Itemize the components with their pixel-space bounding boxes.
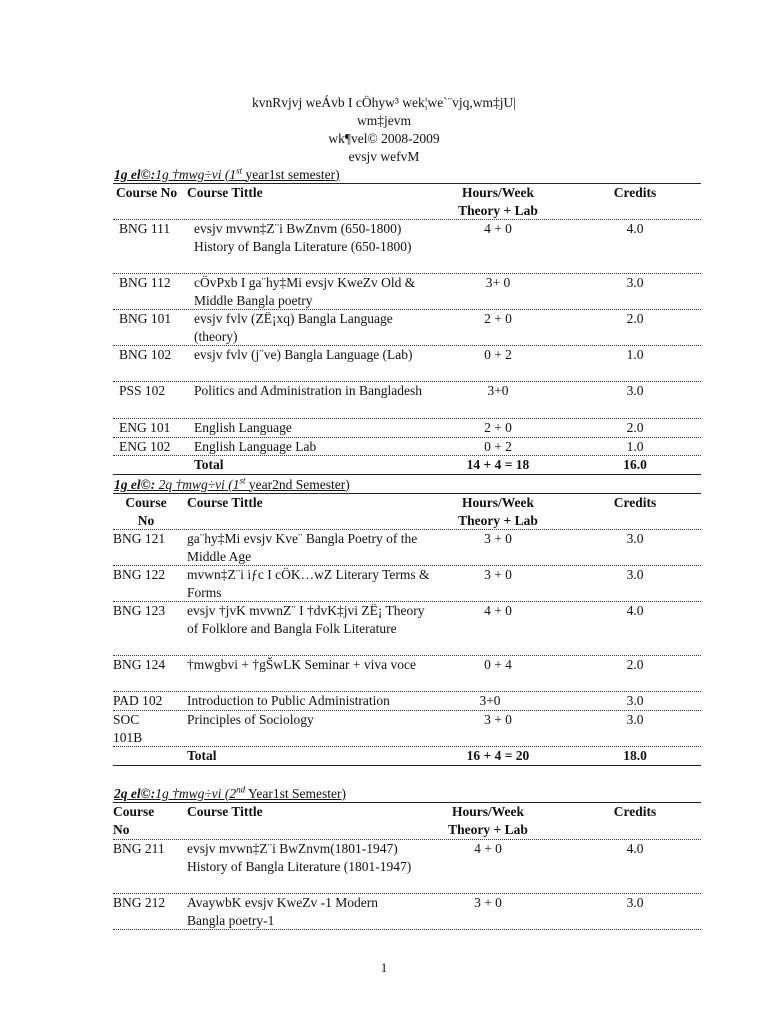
course-hours: 3+0 <box>479 693 501 708</box>
col-credits-header: Credits <box>613 804 657 819</box>
course-hours: 3 + 0 <box>484 567 512 582</box>
course-credits: 3.0 <box>626 275 644 290</box>
course-credits: 2.0 <box>626 657 644 672</box>
col-course-title-header: Course Tittle <box>187 804 263 819</box>
course-hours: 3 + 0 <box>484 531 512 546</box>
course-no: BNG 121 <box>113 531 166 546</box>
course-hours: 3 + 0 <box>474 895 502 910</box>
course-no: ENG 102 <box>119 439 171 454</box>
course-hours: 4 + 0 <box>474 841 502 856</box>
course-credits: 2.0 <box>626 420 644 435</box>
page-number: 1 <box>380 960 388 975</box>
course-title: Politics and Administration in Bangladesh <box>194 383 422 398</box>
course-hours: 2 + 0 <box>484 420 512 435</box>
total-hours: 16 + 4 = 20 <box>466 748 530 763</box>
course-credits: 4.0 <box>626 841 644 856</box>
total-label: Total <box>187 748 217 763</box>
col-course-no-header: Course No <box>125 495 167 528</box>
city-line: wm‡jevm <box>357 113 411 128</box>
session-line: wk¶vel© 2008-2009 <box>328 131 440 146</box>
department-line: evsjv wefvM <box>348 149 420 164</box>
course-title: evsjv mvwn‡Z¨i BwZnvm (650-1800) History of Bangla Literature (650-1800) <box>194 221 412 254</box>
course-title: evsjv †jvK mvwnZ¨ I †dvK‡jvi ZË¡ Theory of Folklore and Bangla Folk Literature <box>187 603 425 636</box>
course-hours: 4 + 0 <box>484 603 512 618</box>
col-course-title-header: Course Tittle <box>187 185 263 200</box>
course-credits: 4.0 <box>626 603 644 618</box>
col-course-title-header: Course Tittle <box>187 495 263 510</box>
col-credits-header: Credits <box>613 185 657 200</box>
course-hours: 0 + 2 <box>484 347 512 362</box>
course-hours: 0 + 2 <box>484 439 512 454</box>
course-no: SOC 101B <box>113 712 143 745</box>
course-credits: 1.0 <box>626 347 644 362</box>
course-credits: 3.0 <box>626 531 644 546</box>
total-credits: 18.0 <box>623 748 647 763</box>
course-hours: 2 + 0 <box>484 311 512 326</box>
course-title: Principles of Sociology <box>187 712 314 727</box>
course-title: English Language Lab <box>194 439 317 454</box>
section-2-title: 1g el©: 2q †mwg÷vi (1st year2nd Semester) <box>114 475 350 492</box>
course-credits: 3.0 <box>626 895 644 910</box>
course-no: ENG 101 <box>119 420 171 435</box>
course-no: BNG 102 <box>119 347 172 362</box>
col-hours-header: Hours/Week Theory + Lab <box>458 495 538 528</box>
course-title: †mwgbvi + †gŠwLK Seminar + viva voce <box>187 657 416 672</box>
course-title: English Language <box>194 420 292 435</box>
col-hours-header: Hours/Week Theory + Lab <box>448 804 528 837</box>
section-2-bottom-rule <box>113 765 701 766</box>
institution-title: kvnRvjvj weÁvb I cÖhyw³ wek¦we`¨vjq,wm‡jU| <box>251 95 517 110</box>
total-hours: 14 + 4 = 18 <box>466 457 530 472</box>
total-label: Total <box>194 457 224 472</box>
section-3-title: 2q el©:1g †mwg÷vi (2nd Year1st Semester) <box>114 784 346 801</box>
col-course-no-header: Course No <box>113 804 155 837</box>
total-credits: 16.0 <box>623 457 647 472</box>
course-no: BNG 211 <box>113 841 165 856</box>
section-1-title: 1g el©:1g †mwg÷vi (1st year1st semester) <box>114 165 340 182</box>
course-title: evsjv mvwn‡Z¨i BwZnvm(1801-1947) History of Bangla Literature (1801-1947) <box>187 841 412 874</box>
course-credits: 2.0 <box>626 311 644 326</box>
course-no: PAD 102 <box>113 693 163 708</box>
row-divider <box>113 929 701 930</box>
course-credits: 4.0 <box>626 221 644 236</box>
course-hours: 3+0 <box>487 383 509 398</box>
course-title: ga¨hy‡Mi evsjv Kve¨ Bangla Poetry of the Middle Age <box>187 531 418 564</box>
course-no: BNG 124 <box>113 657 166 672</box>
course-title: evsjv fvlv (ZË¡xq) Bangla Language (theory) <box>194 311 393 344</box>
course-title: cÖvPxb I ga¨hy‡Mi evsjv KweZv Old & Middle Bangla poetry <box>194 275 416 308</box>
course-credits: 3.0 <box>626 712 644 727</box>
col-hours-header: Hours/Week Theory + Lab <box>458 185 538 218</box>
course-no: BNG 112 <box>119 275 171 290</box>
col-credits-header: Credits <box>613 495 657 510</box>
course-no: PSS 102 <box>119 383 166 398</box>
course-credits: 3.0 <box>626 693 644 708</box>
course-no: BNG 111 <box>119 221 171 236</box>
course-credits: 1.0 <box>626 439 644 454</box>
col-course-no-header: Course No <box>116 185 178 200</box>
course-hours: 4 + 0 <box>484 221 512 236</box>
course-title: mvwn‡Z¨i iƒc I cÖK…wZ Literary Terms & Forms <box>187 567 430 600</box>
course-hours: 3+ 0 <box>485 275 511 290</box>
course-credits: 3.0 <box>626 567 644 582</box>
course-title: Introduction to Public Administration <box>187 693 390 708</box>
course-hours: 3 + 0 <box>484 712 512 727</box>
course-no: BNG 122 <box>113 567 166 582</box>
course-hours: 0 + 4 <box>484 657 512 672</box>
course-title: AvaywbK evsjv KweZv -1 Modern Bangla poetry-1 <box>187 895 378 928</box>
course-no: BNG 123 <box>113 603 166 618</box>
course-no: BNG 212 <box>113 895 166 910</box>
course-no: BNG 101 <box>119 311 172 326</box>
course-title: evsjv fvlv (j¨ve) Bangla Language (Lab) <box>194 347 413 362</box>
course-credits: 3.0 <box>626 383 644 398</box>
